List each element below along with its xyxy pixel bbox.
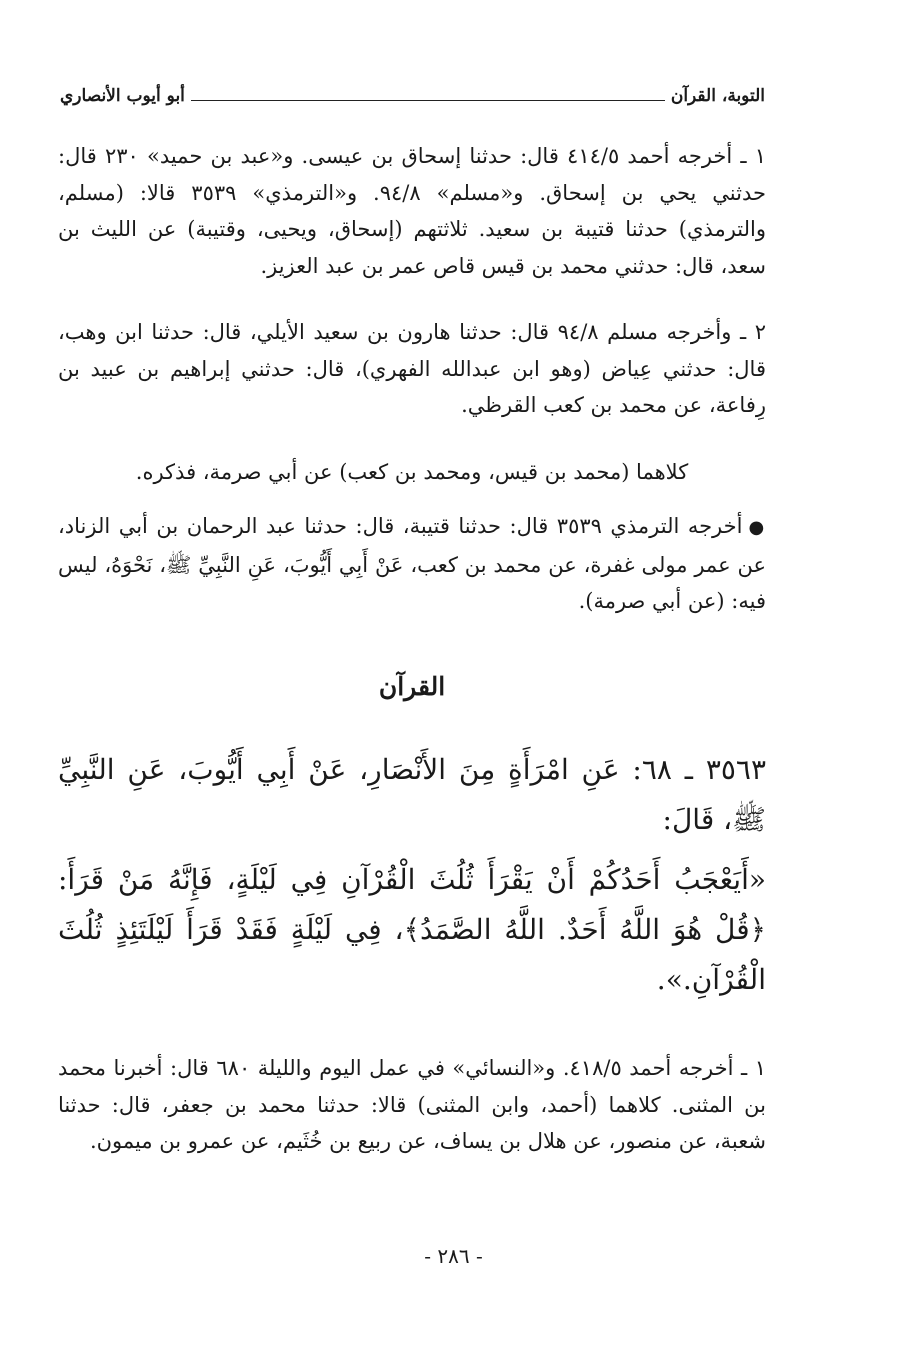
- header-rule: [191, 100, 665, 101]
- section-title: القرآن: [378, 672, 446, 701]
- page-number: - ٢٨٦ -: [424, 1244, 483, 1268]
- footnote-3: كلاهما (محمد بن قيس، ومحمد بن كعب) عن أبي صرمة، فذكره.: [135, 460, 689, 484]
- footnote-1: ١ ـ أخرجه أحمد ٤١٤/٥ قال: حدثنا إسحاق بن عيسى. و«عبد بن حميد» ٢٣٠ قال: حدثني يحي بن إسحاق. و«مسلم» ٩٤/٨. و«الترمذي» ٣٥٣٩ قالا: (مسلم، والترمذي) حدثنا قتيبة بن سعيد. ثلاثتهم (إسحاق، ويحيى، وقتيبة) عن الليث بن سعد، قال: حدثني محمد بن قيس قاص عمر بن عبد العزيز.: [58, 144, 766, 278]
- running-header: [60, 86, 765, 106]
- footnote-5: ١ ـ أخرجه أحمد ٤١٨/٥. و«النسائي» في عمل اليوم والليلة ٦٨٠ قال: أخبرنا محمد بن المثنى. كلاهما (أحمد، وابن المثنى) قالا: حدثنا محمد بن جعفر، قال: حدثنا شعبة، عن منصور، عن هلال بن يساف، عن ربيع بن خُثَيم، عن عمرو بن ميمون.: [58, 1056, 767, 1153]
- footnote-2: ٢ ـ وأخرجه مسلم ٩٤/٨ قال: حدثنا هارون بن سعيد الأيلي، قال: حدثنا ابن وهب، قال: حدثني عِياض (وهو ابن عبدالله الفهري)، قال: حدثني إبراهيم بن عبيد بن رِفاعة، عن محمد بن كعب القرظي.: [58, 320, 766, 417]
- hadith-text: «أَيَعْجَبُ أَحَدُكُمْ أَنْ يَقْرَأَ ثُلُثَ الْقُرْآنِ فِي لَيْلَةٍ، فَإِنَّهُ مَنْ قَرَأَ: ﴿قُلْ هُوَ اللَّهُ أَحَدٌ. اللَّهُ الصَّمَدُ﴾، فِي لَيْلَةٍ فَقَدْ قَرَأَ لَيْلَتَئِذٍ ثُلُثَ الْقُرْآنِ.».: [58, 863, 766, 996]
- footnote-4: [58, 508, 766, 620]
- bullet-icon: ●: [748, 517, 767, 538]
- hadith-intro: ٣٥٦٣ ـ ٦٨: عَنِ امْرَأَةٍ مِنَ الأَنْصَارِ، عَنْ أَبِي أَيُّوبَ، عَنِ النَّبِيِّ ﷺ، قَالَ:: [58, 753, 766, 836]
- header-chapter-title: التوبة، القرآن: [670, 86, 765, 106]
- header-narrator-name: أبو أيوب الأنصاري: [60, 86, 185, 106]
- footnote-4-text: أخرجه الترمذي ٣٥٣٩ قال: حدثنا قتيبة، قال: حدثنا عبد الرحمان بن أبي الزناد، عن عمر مولى غفرة، عن محمد بن كعب، عَنْ أَبِي أَيُّوبَ، عَنِ النَّبِيِّ ﷺ، نَحْوَهُ، ليس فيه: (عن أبي صرمة).: [58, 514, 766, 613]
- hadith-block: [58, 745, 766, 1005]
